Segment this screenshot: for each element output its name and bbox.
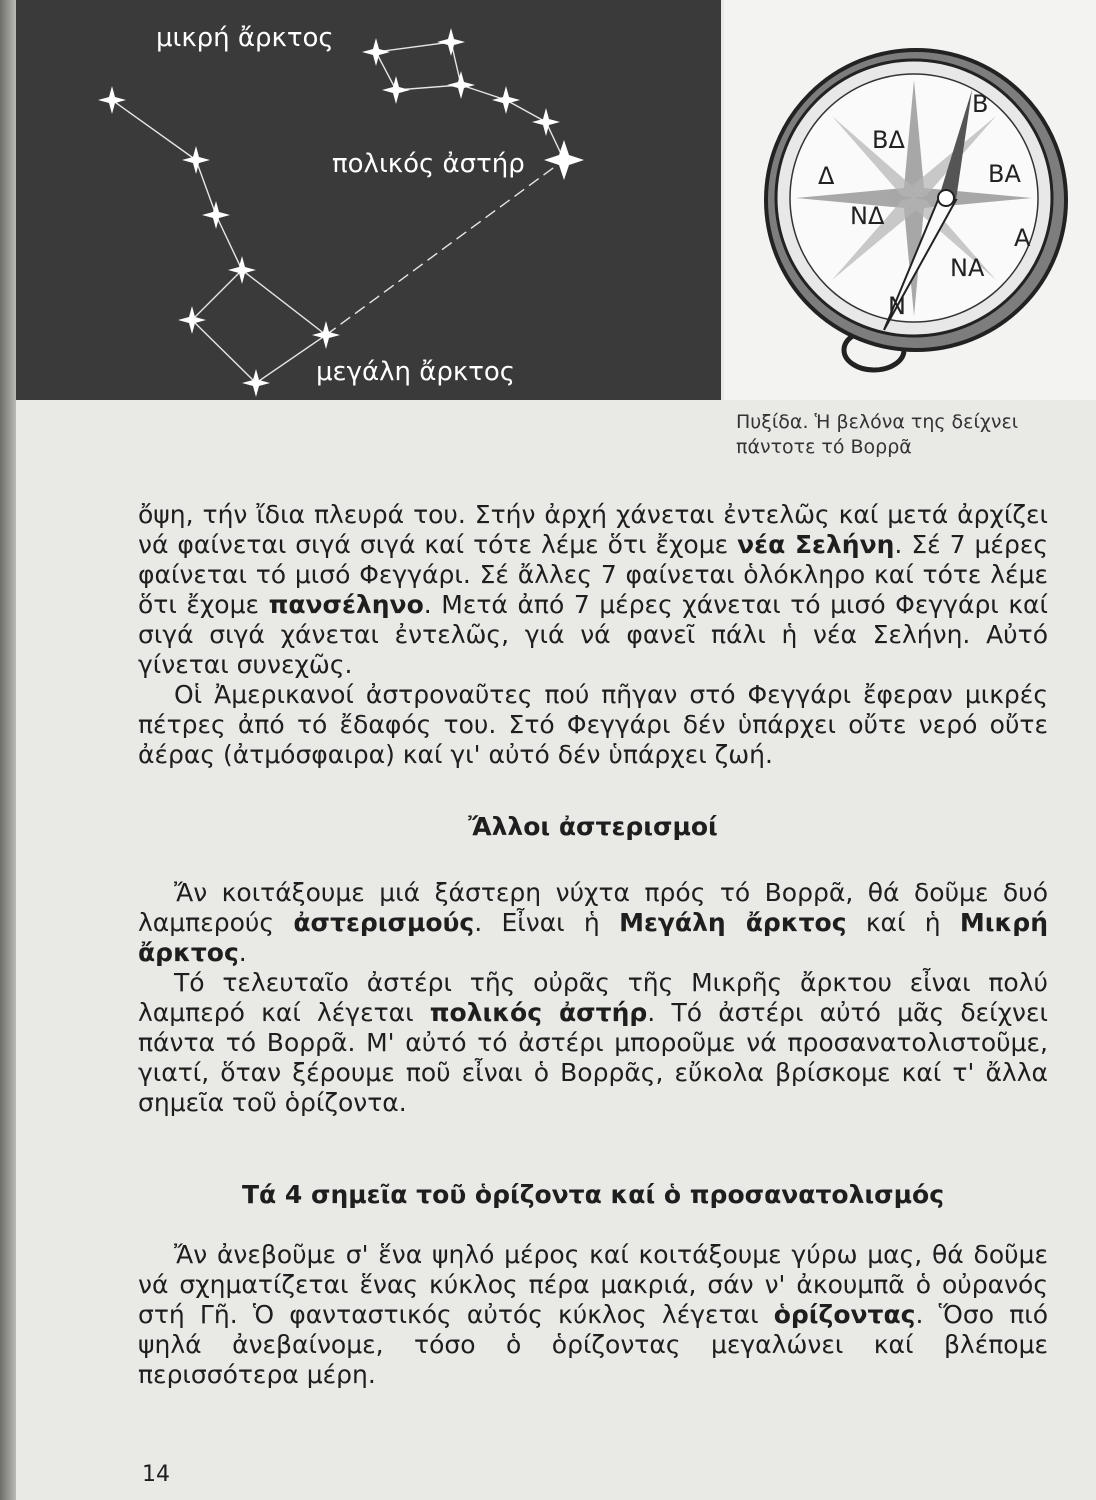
star: [312, 321, 340, 349]
term-horizon: ὁρίζοντας: [773, 1300, 916, 1329]
compass-north-east-label: ΒΑ: [988, 160, 1021, 188]
star: [202, 201, 230, 229]
compass-south-label: Ν: [888, 292, 906, 320]
term-little-bear: Μικρή ἄρκτος: [138, 908, 1048, 967]
star: [437, 28, 465, 56]
page-edge: [0, 0, 16, 1500]
constellations-paragraph-2: Τό τελευταῖο ἀστέρι τῆς οὐρᾶς τῆς Μικρῆς ἄρκτου εἶναι πολύ λαμπερό καί λέγεται πολικός ἀστήρ. Τό ἀστέρι αὐτό μᾶς δείχνει πάντα τό Βορρᾶ. Μ' αὐτό τό ἀστέρι μποροῦμε νά προσανατολιστοῦμε, γιατί, ὅταν ξέρουμε ποῦ εἶναι ὁ Βορρᾶς, εὔκολα βρίσκομε καί τ' ἄλλα σημεῖα τοῦ ὁρίζοντα.: [138, 968, 1048, 1117]
compass-west-label: Δ: [818, 162, 835, 190]
compass-south-east-label: ΝΑ: [950, 254, 985, 282]
compass-east-label: Α: [1014, 224, 1031, 252]
constellations-heading: Ἄλλοι ἀστερισμοί: [468, 812, 718, 841]
star-markers: [98, 28, 584, 397]
constellation-illustration: [16, 0, 721, 400]
moon-paragraph-1: ὄψη, τήν ἴδια πλευρά του. Στήν ἀρχή χάνεται ἐντελῶς καί μετά ἀρχίζει νά φαίνεται σιγά σιγά καί τότε λέμε ὅτι ἔχομε νέα Σελήνη. Σέ 7 μέρες φαίνεται τό μισό Φεγγάρι. Σέ ἄλλες 7 φαίνεται ὁλόκληρο καί τότε λέμε ὅτι ἔχομε πανσέληνο. Μετά ἀπό 7 μέρες χάνεται τό μισό Φεγγάρι καί σιγά σιγά χάνεται ἐντελῶς, γιά νά φανεῖ πάλι ἡ νέα Σελήνη. Αὐτό γίνεται συνεχῶς.: [138, 500, 1048, 679]
star: [447, 71, 475, 99]
little-bear-label: μικρή ἄρκτος: [156, 23, 334, 53]
star: [492, 86, 520, 114]
little-bear-lines: [376, 42, 461, 90]
page-number: 14: [142, 1462, 170, 1487]
star: [362, 38, 390, 66]
moon-section: [138, 500, 1048, 770]
north-star-label: πολικός ἀστήρ: [332, 149, 525, 179]
horizon-heading: Τά 4 σημεῖα τοῦ ὁρίζοντα καί ὁ προσανατολισμός: [241, 1180, 945, 1209]
compass-caption: [736, 410, 1086, 460]
horizon-paragraph-1: Ἄν ἀνεβοῦμε σ' ἕνα ψηλό μέρος καί κοιτάξουμε γύρω μας, θά δοῦμε νά σχηματίζεται ἕνας κύκλος πέρα μακριά, σάν ν' ἀκουμπᾶ ὁ οὐρανός στή Γῆ. Ὁ φανταστικός αὐτός κύκλος λέγεται ὁρίζοντας. Ὅσο πιό ψηλά ἀνεβαίνομε, τόσο ὁ ὁρίζοντας μεγαλώνει καί βλέπομε περισσότερα μέρη.: [138, 1240, 1048, 1389]
moon-paragraph-2: Οἱ Ἀμερικανοί ἀστροναῦτες πού πῆγαν στό Φεγγάρι ἔφεραν μικρές πέτρες ἀπό τό ἔδαφός του. Στό Φεγγάρι δέν ὑπάρχει οὔτε νερό οὔτε ἀέρας (ἀτμόσφαιρα) καί γι' αὐτό δέν ὑπάρχει ζωή.: [138, 680, 1048, 769]
star: [98, 86, 126, 114]
caption-line-2: πάντοτε τό Βορρᾶ: [736, 436, 912, 458]
compass-north-label: Β: [972, 90, 989, 118]
term-north-star: πολικός ἀστήρ: [429, 998, 648, 1027]
compass-north-west-label: ΒΔ: [872, 126, 905, 154]
term-great-bear: Μεγάλη ἄρκτος: [619, 908, 847, 937]
star: [382, 76, 410, 104]
star: [182, 146, 210, 174]
term-full-moon: πανσέληνο: [268, 590, 424, 619]
compass-illustration: [724, 0, 1096, 400]
constellations-section: [138, 878, 1048, 1118]
term-constellations: ἀστερισμούς: [293, 908, 475, 937]
great-bear-label: μεγάλη ἄρκτος: [316, 357, 516, 387]
term-new-moon: νέα Σελήνη: [737, 530, 895, 559]
horizon-section: [138, 1240, 1048, 1390]
star: [532, 108, 560, 136]
great-bear-lines: [112, 100, 326, 383]
compass-south-west-label: ΝΔ: [850, 202, 885, 230]
caption-line-1: Πυξίδα. Ἡ βελόνα της δείχνει: [736, 411, 1019, 433]
north-star: [544, 140, 584, 180]
constellations-paragraph-1: Ἄν κοιτάξουμε μιά ξάστερη νύχτα πρός τό Βορρᾶ, θά δοῦμε δυό λαμπερούς ἀστερισμούς. Εἶναι ἡ Μεγάλη ἄρκτος καί ἡ Μικρή ἄρκτος.: [138, 878, 1048, 967]
